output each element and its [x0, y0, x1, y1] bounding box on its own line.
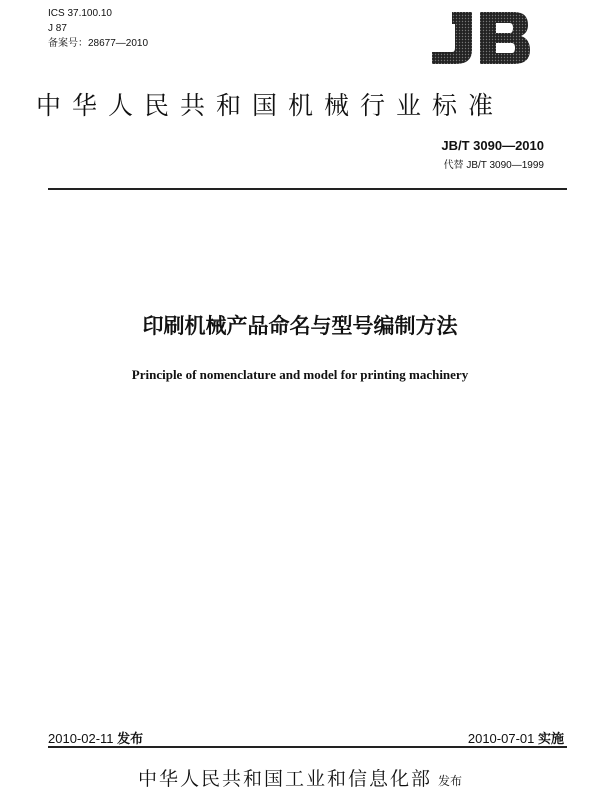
document-title-chinese: 印刷机械产品命名与型号编制方法 [142, 314, 458, 338]
ics-code: ICS 37.100.10 [48, 8, 112, 19]
top-divider [48, 188, 567, 190]
implement-label: 实施 [537, 731, 564, 746]
implement-date-value: 2010-07-01 [467, 731, 535, 746]
jb-logo [422, 8, 534, 68]
issuer-name: 中华人民共和国工业和信息化部 [137, 768, 432, 790]
replaced-standard: 代替 JB/T 3090—1999 [443, 160, 544, 171]
issuing-authority [0, 764, 600, 791]
standard-category-title: 中华人民共和国机械行业标准 [36, 91, 505, 120]
document-title-english: Principle of nomenclature and model for printing machinery [131, 367, 469, 382]
standard-code: JB/T 3090—2010 [441, 138, 544, 153]
classification-code: J 87 [48, 23, 67, 34]
publish-date-value: 2010-02-11 [48, 731, 114, 746]
publish-date [48, 728, 143, 747]
document-metadata [48, 6, 148, 51]
jb-logo-graphic [422, 8, 534, 68]
publish-label: 发布 [117, 731, 144, 746]
issuer-action: 发布 [438, 774, 463, 788]
implement-date [468, 728, 564, 747]
standard-code-block [441, 138, 544, 171]
filing-number: 备案号：28677—2010 [48, 38, 149, 49]
bottom-divider [48, 746, 567, 748]
